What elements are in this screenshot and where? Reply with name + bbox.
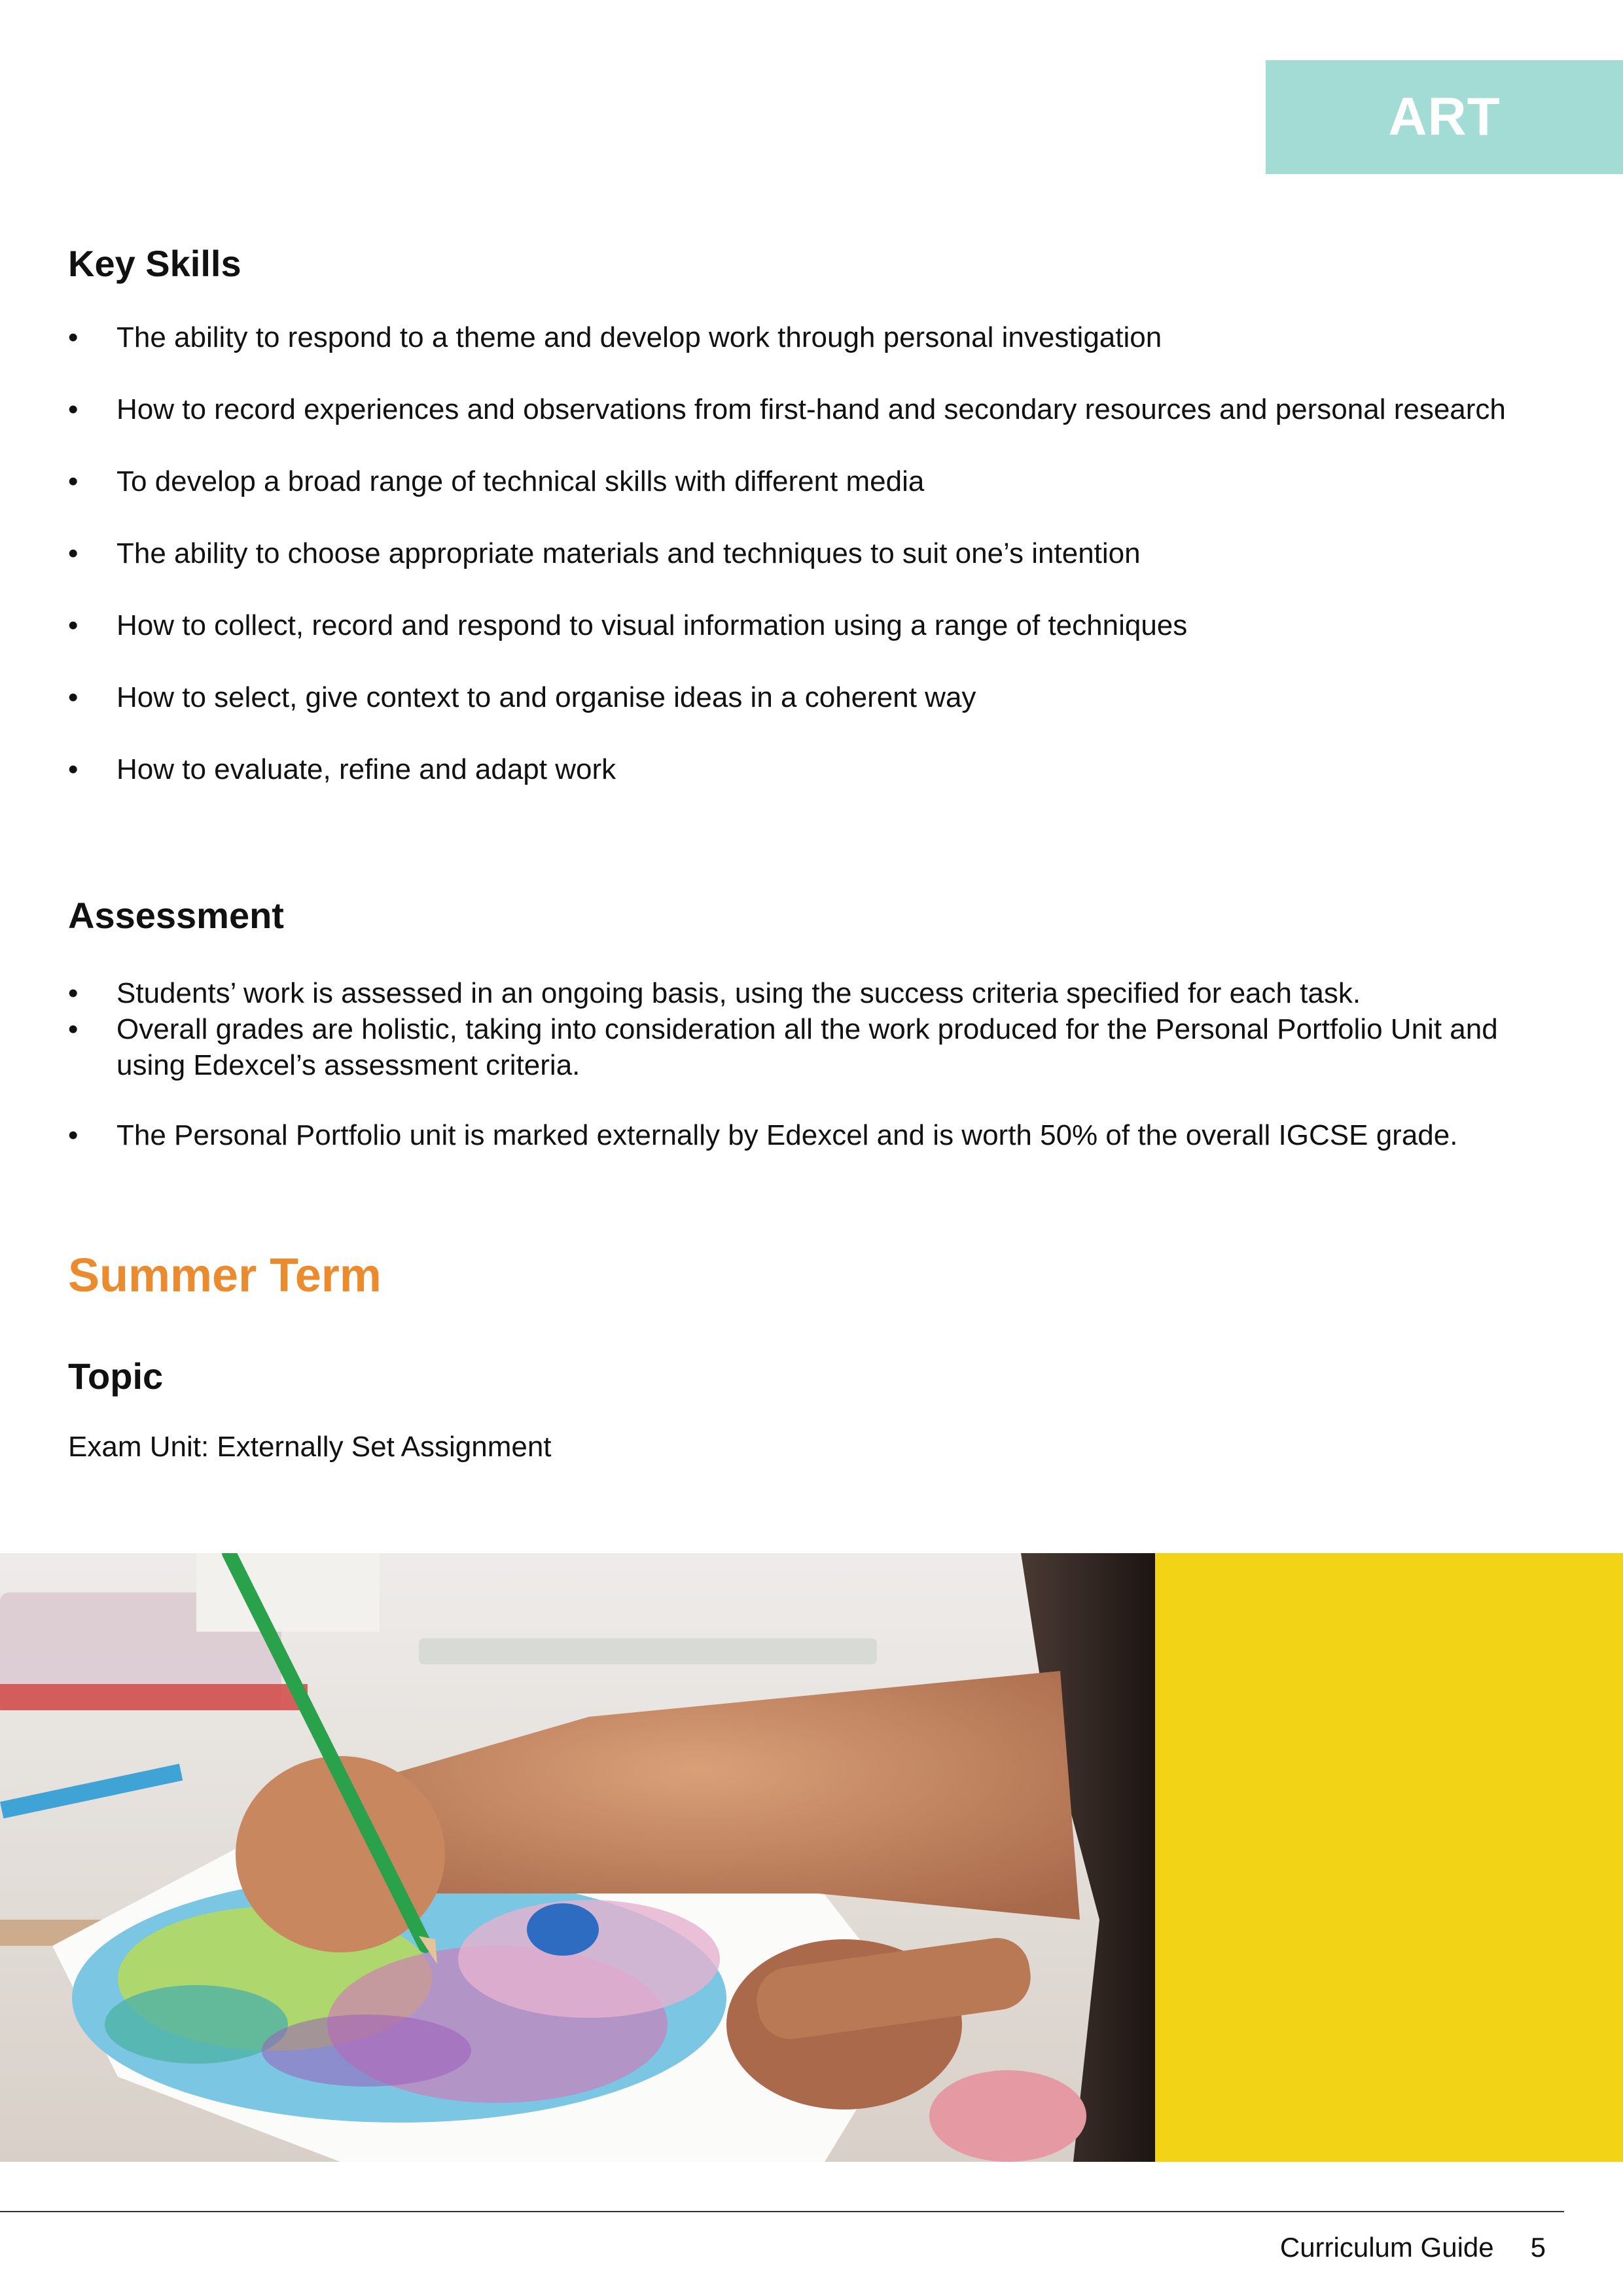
footer-title: Curriculum Guide [1279, 2232, 1494, 2263]
key-skills-heading: Key Skills [68, 243, 241, 284]
list-item: • How to collect, record and respond to visual information using a range of techniques [68, 607, 1547, 643]
list-item: • Overall grades are holistic, taking into consideration all the work produced for the Personal Portfolio Unit and using Edexcel’s assessment criteria. [68, 1011, 1547, 1083]
list-item: • The ability to respond to a theme and develop work through personal investigation [68, 319, 1547, 355]
list-item: • The ability to choose appropriate materials and techniques to suit one’s intention [68, 535, 1547, 571]
footer-divider [0, 2211, 1564, 2212]
yellow-color-block [1155, 1553, 1623, 2162]
footer [1280, 2232, 1546, 2263]
assessment-heading: Assessment [68, 895, 284, 936]
list-item: • How to record experiences and observations from first-hand and secondary resources and personal research [68, 391, 1547, 427]
list-item: • How to select, give context to and organise ideas in a coherent way [68, 679, 1547, 715]
subject-tab: ART [1266, 60, 1623, 174]
list-item: • Students’ work is assessed in an ongoing basis, using the success criteria specified for each task. [68, 975, 1547, 1011]
topic-text: Exam Unit: Externally Set Assignment [68, 1431, 552, 1463]
key-skills-list [68, 319, 1547, 823]
assessment-list [68, 975, 1547, 1153]
student-drawing-photo [0, 1553, 1155, 2162]
list-item: • How to evaluate, refine and adapt work [68, 751, 1547, 787]
list-item: • To develop a broad range of technical skills with different media [68, 463, 1547, 499]
topic-heading: Topic [68, 1355, 164, 1397]
list-item: • The Personal Portfolio unit is marked externally by Edexcel and is worth 50% of the overall IGCSE grade. [68, 1117, 1547, 1153]
page-number: 5 [1530, 2232, 1546, 2263]
summer-term-heading: Summer Term [68, 1249, 382, 1302]
